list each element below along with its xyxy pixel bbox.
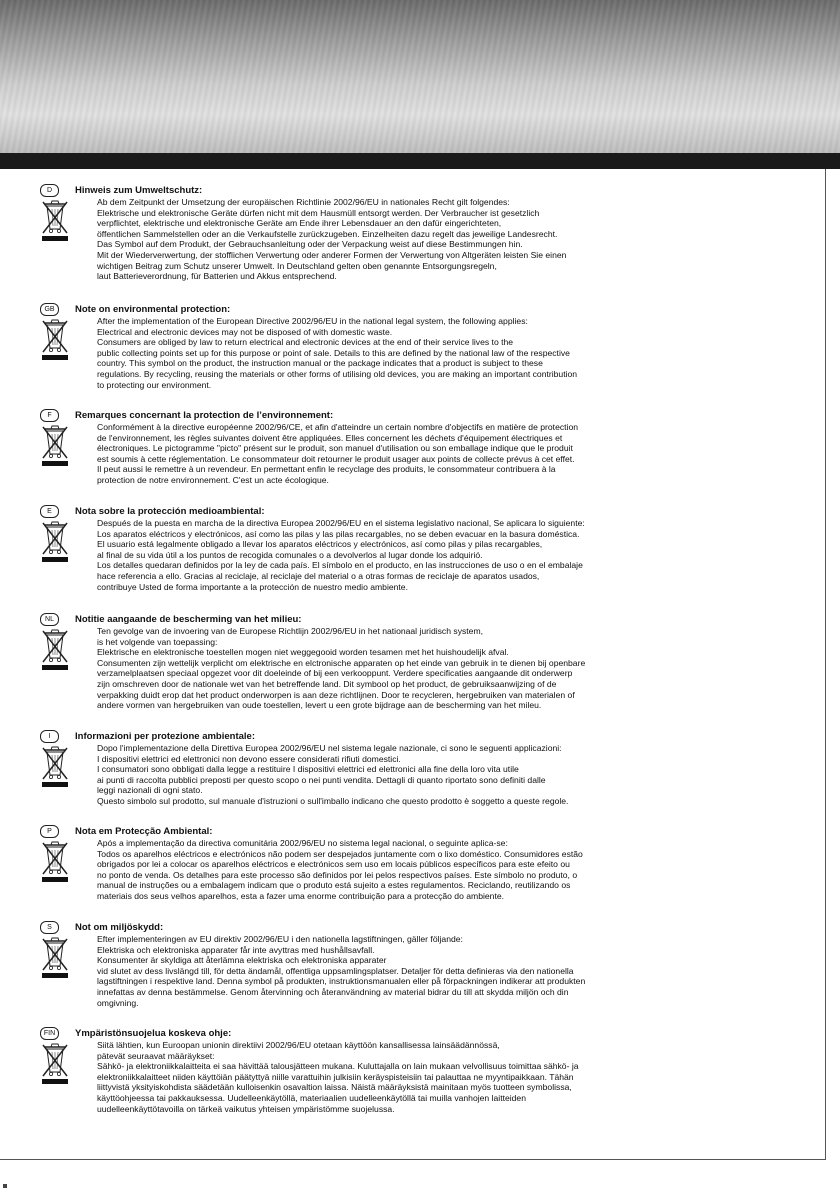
weee-crossed-bin-icon [40, 839, 70, 883]
body-line: Dopo l'implementazione della Direttiva Europea 2002/96/EU nel sistema legale nazionale, ci sono le seguenti applicazioni: [97, 743, 562, 753]
notice-section [40, 612, 660, 711]
bottom-border [0, 1159, 826, 1160]
body-line: Konsumenter är skyldiga att återlämna elektriska och elektroniska apparater [97, 955, 387, 966]
body-line: Conformément à la directive européenne 2002/96/CE, et afin d'atteindre un certain nombre d'objectifs en matière de protection [97, 422, 578, 432]
body-line: al final de su vida útil a los puntos de recogida comunales o a devolverlos al lugar donde los adquirió. [97, 549, 483, 560]
body-line: Los detalles quedaran definidos por la ley de cada país. El símbolo en el producto, en las instrucciones de uso o en el embalaje [97, 560, 583, 571]
body-line: leggi nazionali di ogni stato. [97, 785, 203, 796]
notice-section [40, 302, 660, 390]
body-line: vid slutet av dess livslängd till, för detta ändamål, offentliga uppsamlingsplatser. Detaljer för detta definieras via den nationella [97, 965, 574, 976]
country-code-badge: GB [40, 303, 59, 316]
section-title: Notitie aangaande de bescherming van het milieu: [75, 613, 302, 625]
section-heading [40, 1026, 660, 1040]
right-border [825, 169, 826, 1159]
country-code-badge: E [40, 505, 59, 518]
body-line: est soumis à cette réglementation. Le consommateur doit retourner le produit usager aux points de collecte prévus à cet effet. [97, 453, 575, 464]
section-title: Nota em Protecção Ambiental: [75, 825, 213, 837]
section-heading [40, 824, 660, 838]
section-heading [40, 408, 660, 422]
body-line: Todos os aparelhos eléctricos e electrónicos não podem ser despejados juntamente com o lixo doméstico. Consumidores estão [97, 848, 583, 859]
weee-crossed-bin-icon [40, 935, 70, 979]
body-line: Ten gevolge van de invoering van de Europese Richtlijn 2002/96/EU in het nationaal juridisch system, [97, 626, 483, 636]
body-line: protection de notre environnement. C'est un acte écologique. [97, 474, 329, 485]
weee-crossed-bin-icon [40, 1041, 70, 1085]
section-body [97, 626, 660, 711]
body-line: Elektriska och elektroniska apparater får inte avyttras med hushållsavfall. [97, 944, 375, 955]
body-line: regulations. By recycling, reusing the materials or other forms of utilising old devices, you are making an important contribution [97, 368, 578, 379]
country-code-badge: P [40, 825, 59, 838]
body-line: zijn omschreven door de nationale wet van het betreffende land. Dit symbool op het product, de gebruiksaanwijzing of de [97, 678, 557, 689]
notice-section [40, 408, 660, 486]
header-black-bar [0, 153, 840, 169]
body-line: pätevät seuraavat määräykset: [97, 1050, 215, 1061]
section-title: Nota sobre la protección medioambiental: [75, 505, 265, 517]
section-title: Ympäristönsuojelua koskeva ohje: [75, 1027, 232, 1039]
country-code-badge: NL [40, 613, 59, 626]
body-line: uudelleenkäyttötavoilla on tärkeä vaikutus yhteisen ympäristömme suojelussa. [97, 1103, 395, 1114]
body-line: Il peut aussi le remettre à un revendeur. En permettant enfin le recyclage des produits, le consommateur contribuera à la [97, 464, 556, 475]
section-body [97, 197, 660, 282]
body-line: Elektrische en elektronische toestellen mogen niet weggegooid worden tesamen met het huishoudelijk afval. [97, 647, 509, 658]
section-title: Note on environmental protection: [75, 303, 231, 315]
body-line: manual de instruções ou a embalagem indicam que o produto está sujeito a estes regulamentos. Reciclando, reutilizando os [97, 880, 571, 891]
body-line: électroniques. Le pictogramme "picto" présent sur le produit, son manuel d'utilisation ou son emballage indique que le produit [97, 443, 573, 454]
body-line: is het volgende van toepassing: [97, 636, 218, 647]
body-line: lagstiftningen i respektive land. Denna symbol på produkten, instruktionsmanualen eller på förpackningen indikerar att produkten [97, 976, 586, 987]
section-heading [40, 302, 660, 316]
corner-mark [3, 1184, 7, 1188]
body-line: El usuario está legalmente obligado a llevar los aparatos eléctricos y electrónicos, así como pilas y pilas recargables, [97, 539, 543, 550]
notice-section [40, 824, 660, 902]
country-code-badge: I [40, 730, 59, 743]
notice-section [40, 504, 660, 592]
section-title: Informazioni per protezione ambientale: [75, 730, 255, 742]
body-line: contribuye Usted de forma importante a la protección de nuestro medio ambiente. [97, 581, 408, 592]
body-line: elektroniikkalaitteet niiden käyttöiän päätyttyä niille varattuihin julkisiin keräyspisteisiin tai palauttaa ne myyntipaikkaan. Tähän [97, 1071, 574, 1082]
country-code-badge: S [40, 921, 59, 934]
body-line: verpflichtet, elektrische und elektronische Geräte am Ende ihrer Lebensdauer an den dafür eingerichteten, [97, 218, 502, 229]
body-line: Consumers are obliged by law to return electrical and electronic devices at the end of their service lives to the [97, 337, 514, 348]
section-body [97, 1040, 660, 1114]
weee-crossed-bin-icon [40, 317, 70, 361]
country-code-badge: FIN [40, 1027, 59, 1040]
body-line: Electrical and electronic devices may not be disposed of with domestic waste. [97, 326, 393, 337]
body-line: Efter implementeringen av EU direktiv 2002/96/EU i den nationella lagstiftningen, gäller följande: [97, 934, 463, 944]
country-code-badge: D [40, 184, 59, 197]
body-line: de l'environnement, les règles suivantes doivent être appliquées. Elles concernent les déchets d'équipement électriques et [97, 432, 563, 443]
section-heading [40, 612, 660, 626]
body-line: public collecting points set up for this purpose or point of sale. Details to this are defined by the national law of the respective [97, 347, 570, 358]
notice-section [40, 729, 660, 807]
weee-crossed-bin-icon [40, 744, 70, 788]
country-code-badge: F [40, 409, 59, 422]
section-body [97, 743, 660, 807]
body-line: laut Batterieverordnung, für Batterien und Akkus entsprechend. [97, 271, 337, 282]
body-line: country. This symbol on the product, the instruction manual or the package indicates that a product is subject to these [97, 358, 543, 369]
body-line: Questo simbolo sul prodotto, sul manuale d'istruzioni o sull'imballo indicano che questo prodotto è soggetto a queste regole. [97, 795, 569, 806]
header-banner [0, 0, 840, 153]
body-line: Consumenten zijn wettelijk verplicht om elektrische en elctronische apparaten op het einde van gebruik in te dienen bij openbare [97, 657, 586, 668]
body-line: Após a implementação da directiva comunitária 2002/96/EU no sistema legal nacional, o seguinte aplica-se: [97, 838, 508, 848]
body-line: Siitä lähtien, kun Euroopan unionin direktiivi 2002/96/EU otetaan käyttöön kansallisessa lainsäädännössä, [97, 1040, 500, 1050]
body-line: liittyvistä yksityiskohdista säädetään kulloisenkin osavaltion laissa. Näistä määräyksistä mainitaan myös tuotteen symbolissa, [97, 1082, 572, 1093]
body-line: hace referencia a ello. Gracias al reciclaje, al reciclaje del material o a otras formas de reciclaje de aparatos usados, [97, 570, 540, 581]
body-line: verpakking duidt erop dat het product onderworpen is aan deze richtlijnen. Door te recycleren, hergebruiken van materialen of [97, 689, 575, 700]
body-line: I consumatori sono obbligati dalla legge a restituire I dispositivi elettrici ed elettronici alla fine della loro vita utile [97, 764, 519, 775]
section-body [97, 838, 660, 902]
body-line: käyttöohjeessa tai pakkauksessa. Uudelleenkäytöllä, materiaalien uudelleenkäytöllä tai muilla vanhojen laitteiden [97, 1092, 526, 1103]
body-line: verzamelplaatsen speciaal opgezet voor dit doeleinde of bij een verkooppunt. Verdere specificaties aangaande dit onderwerp [97, 668, 573, 679]
section-body [97, 518, 660, 592]
body-line: wichtigen Beitrag zum Schutz unserer Umwelt. In Deutschland gelten oben genannte Entsorgungsregeln, [97, 260, 497, 271]
body-line: Elektrische und elektronische Geräte dürfen nicht mit dem Hausmüll entsorgt werden. Der Verbraucher ist gesetzlich [97, 207, 540, 218]
body-line: I dispositivi elettrici ed elettronici non devono essere considerati rifiuti domestici. [97, 753, 401, 764]
section-title: Not om miljöskydd: [75, 921, 164, 933]
body-line: omgivning. [97, 997, 139, 1008]
section-body [97, 316, 660, 390]
section-heading [40, 729, 660, 743]
notice-section [40, 1026, 660, 1114]
body-line: Después de la puesta en marcha de la directiva Europea 2002/96/EU en el sistema legislativo nacional, Se aplicara lo siguiente: [97, 518, 585, 528]
body-line: no ponto de venda. Os detalhes para este processo são definidos por lei pelos respectivos países. Este símbolo no produto, o [97, 869, 578, 880]
body-line: öffentlichen Sammelstellen oder an die Verkaufstelle zurückzugeben. Einzelheiten dazu regelt das jeweilige Landesrecht. [97, 228, 558, 239]
section-heading [40, 920, 660, 934]
body-line: innefattas av denna bestämmelse. Genom återvinning och återanvändning av material bidrar du till att skydda miljön och din [97, 986, 569, 997]
body-line: to protecting our environment. [97, 379, 212, 390]
section-body [97, 934, 660, 1008]
body-line: Das Symbol auf dem Produkt, der Gebrauchsanleitung oder der Verpackung weist auf diese Bestimmungen hin. [97, 239, 523, 250]
body-line: ai punti di raccolta pubblici preposti per questo scopo o nei punti vendita. Dettagli di quanto riportato sono definiti dalle [97, 774, 546, 785]
weee-crossed-bin-icon [40, 198, 70, 242]
body-line: Ab dem Zeitpunkt der Umsetzung der europäischen Richtlinie 2002/96/EU in nationales Recht gilt folgendes: [97, 197, 510, 207]
body-line: Los aparatos eléctricos y electrónicos, así como las pilas y las pilas recargables, no se deben evacuar en la basura doméstica. [97, 528, 580, 539]
body-line: After the implementation of the European Directive 2002/96/EU in the national legal system, the following applies: [97, 316, 528, 326]
weee-crossed-bin-icon [40, 423, 70, 467]
section-heading [40, 183, 660, 197]
body-line: materiais dos seus velhos aparelhos, esta a fazer uma enorme contribuição para a protecção do ambiente. [97, 890, 504, 901]
section-title: Hinweis zum Umweltschutz: [75, 184, 203, 196]
section-title: Remarques concernant la protection de l’environnement: [75, 409, 334, 421]
section-body [97, 422, 660, 486]
notice-section [40, 183, 660, 282]
body-line: Mit der Wiederverwertung, der stofflichen Verwertung oder anderer Formen der Verwertung von Altgeräten leisten Sie einen [97, 249, 567, 260]
body-line: andere vormen van hergebruiken van oude toestellen, levert u een grote bijdrage aan de bescherming van het mileu. [97, 700, 542, 711]
weee-crossed-bin-icon [40, 519, 70, 563]
section-heading [40, 504, 660, 518]
weee-crossed-bin-icon [40, 627, 70, 671]
body-line: Sähkö- ja elektroniikkalaitteita ei saa hävittää talousjätteen mukana. Kuluttajalla on lain mukaan velvollisuus toimittaa sähkö- ja [97, 1061, 579, 1072]
notice-section [40, 920, 660, 1008]
body-line: obrigados por lei a colocar os aparelhos eléctricos e electrónicos sem uso em locais públicos específicos para este efeito ou [97, 859, 570, 870]
